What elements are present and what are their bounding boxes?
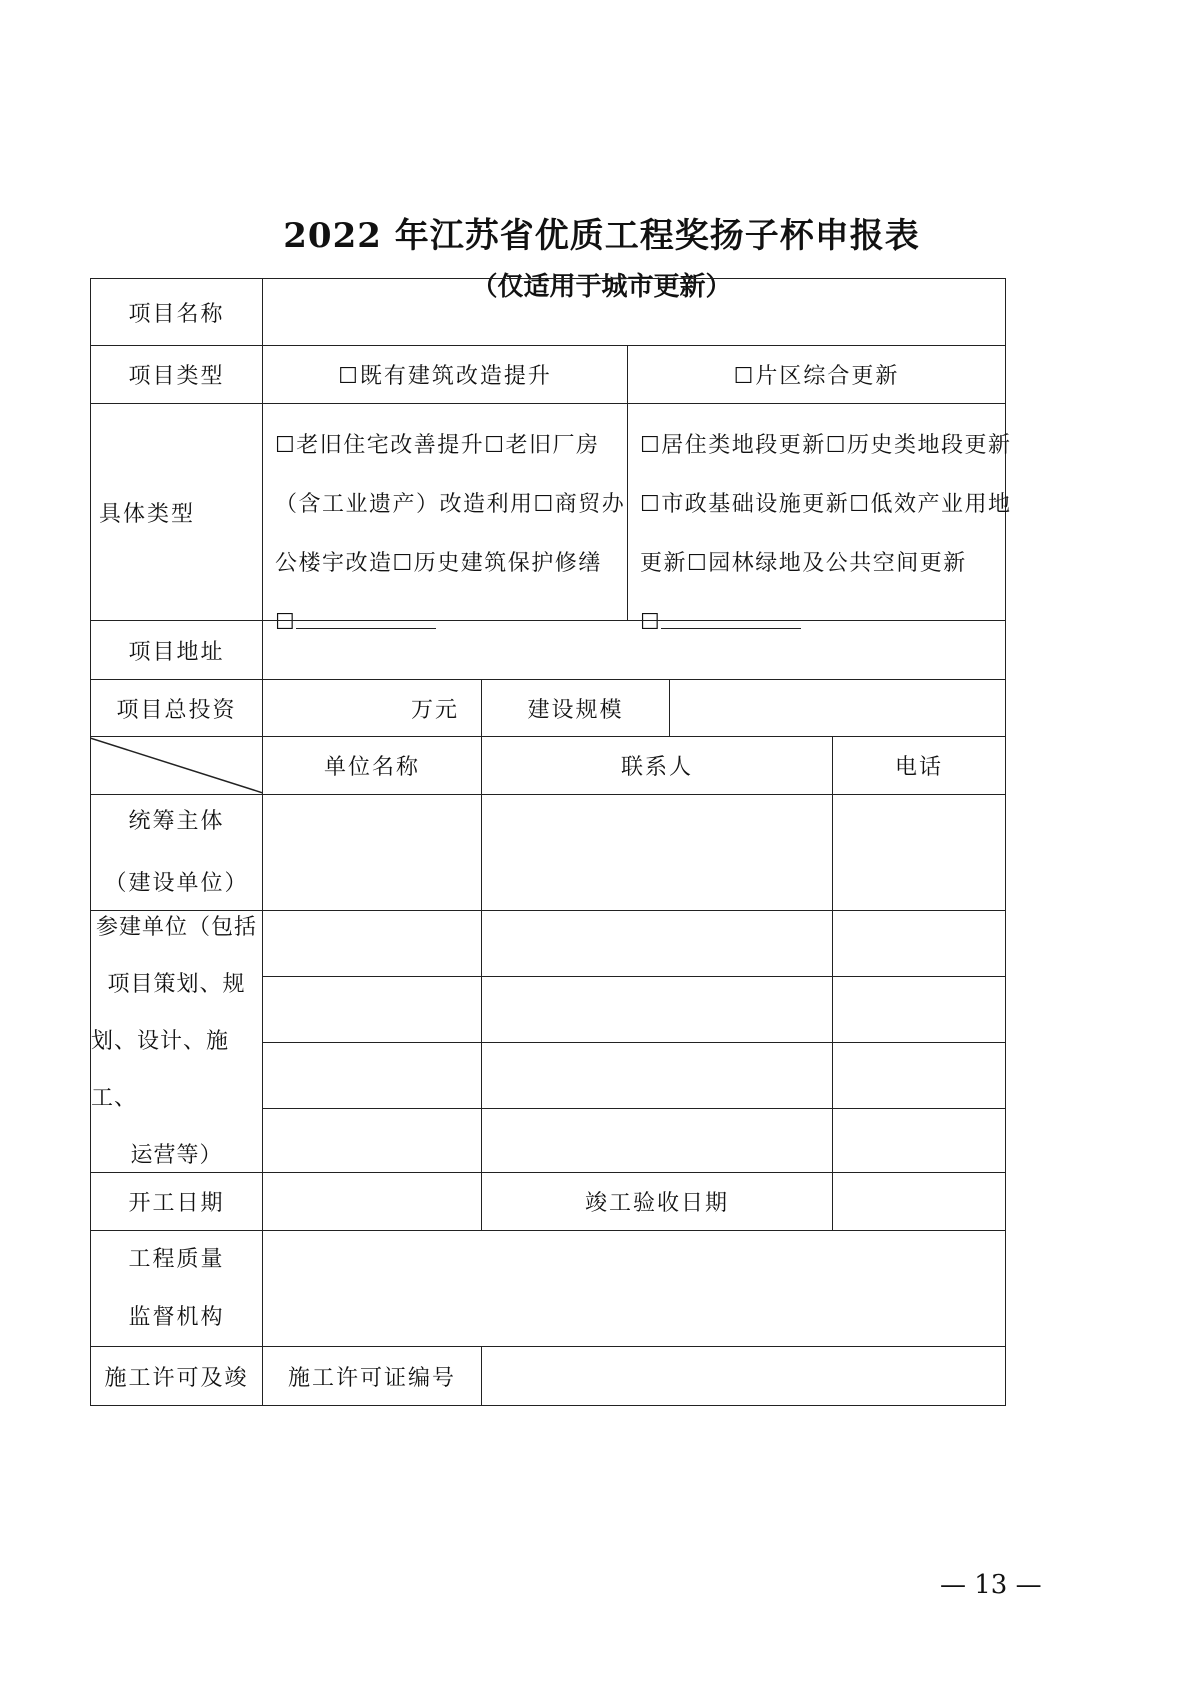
form-title: 2022 年江苏省优质工程奖扬子杯申报表 [283, 216, 920, 256]
investment-field[interactable] [262, 679, 482, 737]
participant-contact-field[interactable] [481, 910, 833, 977]
scale-field[interactable] [669, 679, 1006, 737]
project-type-option-renovation[interactable]: ☐既有建筑改造提升 [262, 345, 628, 404]
page-number: — 13 — [940, 1570, 1042, 1600]
quality-label-line: 工程质量 [128, 1246, 225, 1272]
coordinator-phone-field[interactable] [832, 794, 1006, 911]
specific-type-left-line: ☐老旧住宅改善提升☐老旧厂房 [275, 433, 600, 458]
project-name-label: 项目名称 [90, 278, 263, 346]
scale-label: 建设规模 [481, 679, 670, 737]
specific-type-right-line: ☐市政基础设施更新☐低效产业用地 [640, 492, 1012, 517]
specific-type-label: 具体类型 [90, 403, 263, 621]
coordinator-unit-field[interactable] [262, 794, 482, 911]
project-address-label: 项目地址 [90, 620, 263, 680]
start-date-field[interactable] [262, 1172, 482, 1231]
participants-label-line: 参建单位（包括 [95, 915, 257, 940]
participant-unit-field[interactable] [262, 1042, 482, 1109]
participants-label [90, 910, 263, 1173]
investment-label: 项目总投资 [90, 679, 263, 737]
participants-label-line: 划、设计、施工、 [91, 1029, 230, 1111]
project-type-option-district[interactable]: ☐片区综合更新 [627, 345, 1006, 404]
header-unit-name: 单位名称 [262, 736, 482, 795]
participant-contact-field[interactable] [481, 976, 833, 1043]
completion-date-label: 竣工验收日期 [481, 1172, 833, 1231]
start-date-label: 开工日期 [90, 1172, 263, 1231]
coordinator-contact-field[interactable] [481, 794, 833, 911]
project-address-field[interactable] [262, 620, 1006, 680]
specific-type-right-line: ☐居住类地段更新☐历史类地段更新 [640, 433, 1012, 458]
quality-supervision-field[interactable] [262, 1230, 1006, 1347]
header-contact: 联系人 [481, 736, 833, 795]
participant-phone-field[interactable] [832, 1108, 1006, 1173]
specific-type-left-line: （含工业遗产）改造利用☐商贸办 [275, 492, 626, 517]
investment-unit: 万元 [410, 697, 459, 723]
diagonal-line-icon [90, 736, 263, 795]
header-phone: 电话 [832, 736, 1006, 795]
participants-label-line: 项目策划、规 [107, 972, 246, 997]
other-checkbox[interactable]: ☐ [275, 610, 297, 635]
participant-contact-field[interactable] [481, 1108, 833, 1173]
coordinator-label-line: （建设单位） [104, 870, 249, 896]
specific-type-right-options[interactable] [627, 403, 1012, 635]
other-checkbox[interactable]: ☐ [640, 610, 662, 635]
participant-phone-field[interactable] [832, 976, 1006, 1043]
quality-supervision-label [90, 1230, 263, 1347]
participant-phone-field[interactable] [832, 1042, 1006, 1109]
coordinator-label [90, 794, 263, 911]
permit-number-label: 施工许可证编号 [262, 1346, 482, 1406]
permit-number-field[interactable] [481, 1346, 1006, 1406]
form-subtitle: （仅适用于城市更新） [471, 272, 732, 302]
quality-label-line: 监督机构 [128, 1304, 225, 1330]
coordinator-label-line: 统筹主体 [128, 808, 225, 834]
specific-type-left-options[interactable] [262, 403, 628, 635]
participants-label-line: 运营等） [130, 1143, 223, 1168]
specific-type-right-line: 更新☐园林绿地及公共空间更新 [640, 551, 967, 576]
project-type-label: 项目类型 [90, 345, 263, 404]
completion-date-field[interactable] [832, 1172, 1006, 1231]
participant-unit-field[interactable] [262, 976, 482, 1043]
participant-unit-field[interactable] [262, 1108, 482, 1173]
permit-label: 施工许可及竣 [90, 1346, 263, 1406]
project-name-field[interactable] [262, 278, 1006, 346]
participant-contact-field[interactable] [481, 1042, 833, 1109]
participant-phone-field[interactable] [832, 910, 1006, 977]
participant-unit-field[interactable] [262, 910, 482, 977]
specific-type-left-line: 公楼宇改造☐历史建筑保护修缮 [275, 551, 602, 576]
header-corner-cell [90, 736, 263, 795]
